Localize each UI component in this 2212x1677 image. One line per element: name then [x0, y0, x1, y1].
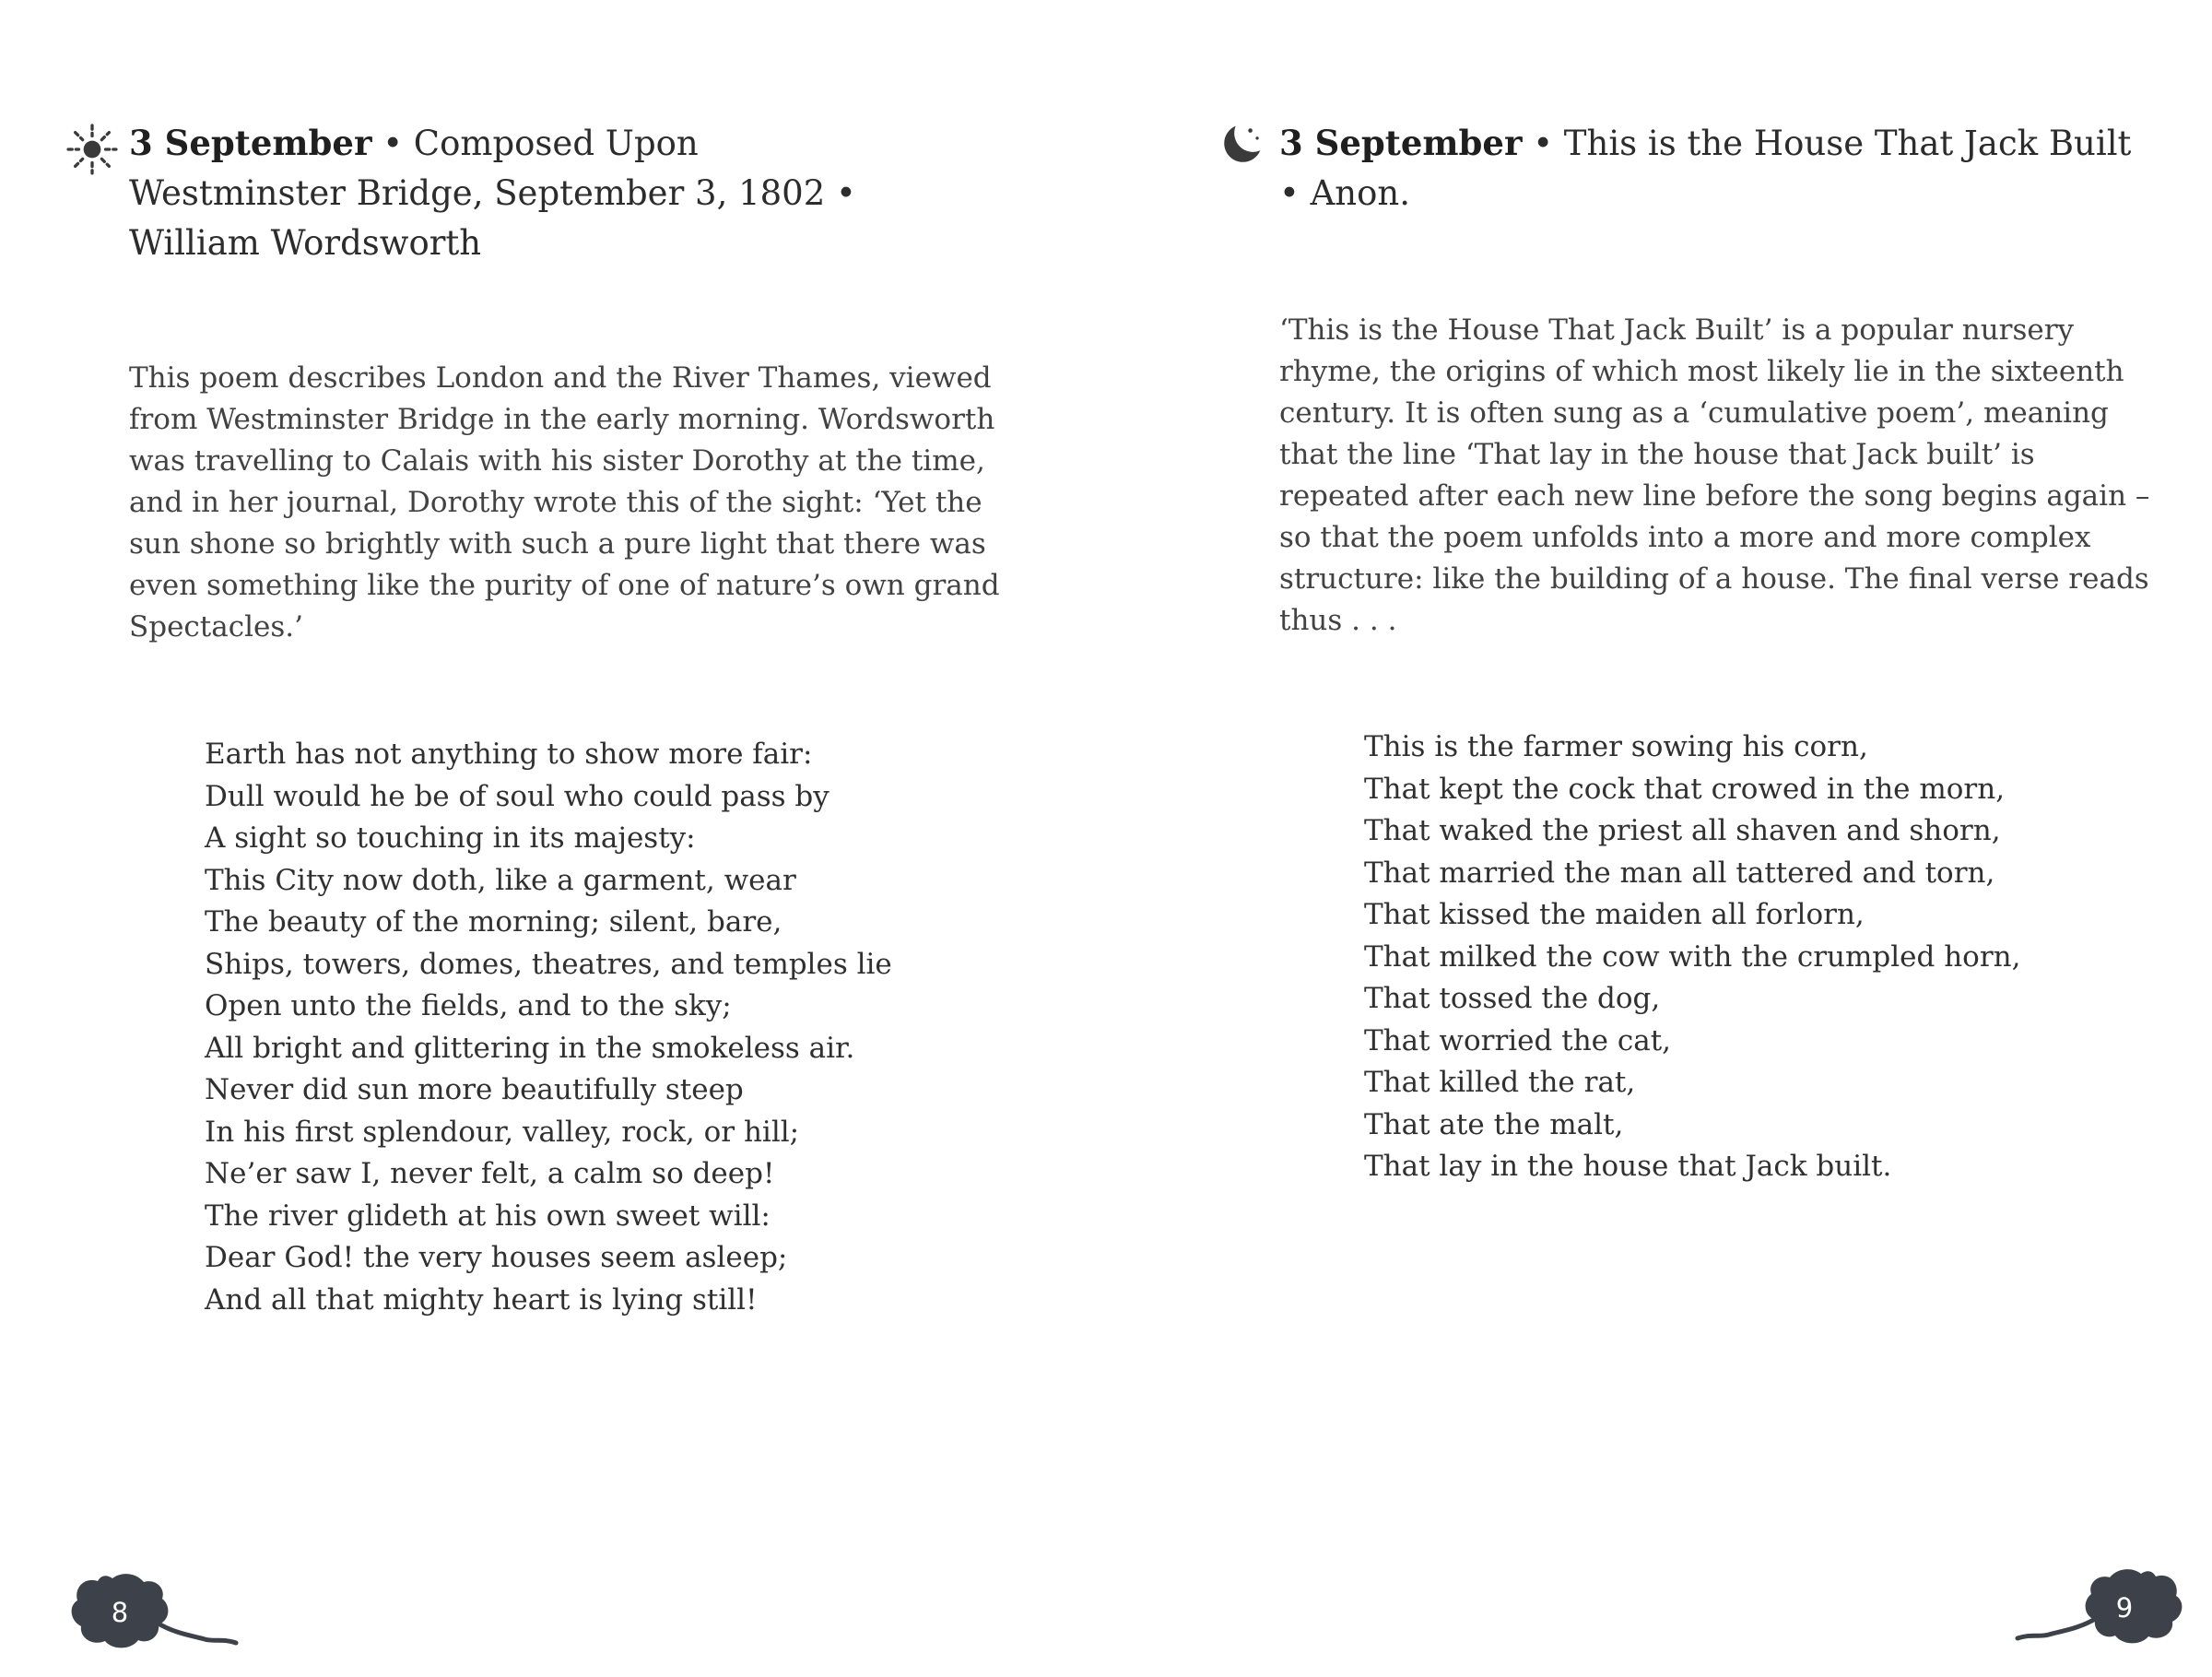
poem-line: Dear God! the very houses seem asleep;: [205, 1241, 788, 1274]
moon-icon: [1218, 122, 1270, 173]
poem-line: That milked the cow with the crumpled horn,: [1364, 939, 2021, 974]
poem-line: And all that mighty heart is lying still!: [205, 1282, 758, 1317]
poem-line: Ne’er saw I, never felt, a calm so deep!: [205, 1157, 775, 1190]
entry-author: William Wordsworth: [129, 223, 482, 263]
poem-line: This is the farmer sowing his corn,: [1364, 730, 1868, 763]
entry-author: • Anon.: [1279, 173, 1411, 213]
poem-line: A sight so touching in its majesty:: [205, 821, 696, 855]
entry-title: • This is the House That Jack Built: [1533, 124, 2132, 163]
poem-right: [1364, 726, 2021, 1188]
intro-paragraph-left: This poem describes London and the River Thames, viewed from Westminster Bridge in the early morning. Wordsworth was travelling to Calais with his sister Dorothy at the time, and in her journal, Dorothy wrote this of the sight: ‘Yet the sun shone so brightly with such a pure light that there was even something like the purity of one of nature’s own grand Spectacles.’: [129, 361, 1000, 644]
page-number: 9: [2115, 1592, 2134, 1624]
poem-line: Ships, towers, domes, theatres, and temples lie: [205, 947, 892, 981]
sun-icon: [66, 124, 118, 175]
entry-heading-right: [1279, 118, 2164, 218]
poem-line: The beauty of the morning; silent, bare,: [205, 905, 782, 939]
poem-line: That tossed the dog,: [1364, 982, 1661, 1015]
entry-date: 3 September: [129, 123, 372, 163]
entry-title: • Composed Upon Westminster Bridge, September 3, 1802 •: [129, 124, 856, 213]
poem-line: The river glideth at his own sweet will:: [205, 1199, 771, 1233]
poem-line: Open unto the fields, and to the sky;: [205, 989, 732, 1022]
poem-line: That killed the rat,: [1364, 1066, 1636, 1099]
entry-date: 3 September: [1279, 123, 1523, 163]
poem-line: Dull would he be of soul who could pass by: [205, 779, 830, 813]
poem-line: This City now doth, like a garment, wear: [205, 863, 796, 897]
poem-line: In his first splendour, valley, rock, or hill;: [205, 1115, 800, 1149]
poem-line: All bright and glittering in the smokeless air.: [205, 1031, 855, 1065]
poem-line: That kissed the maiden all forlorn,: [1364, 898, 1865, 931]
poem-line: Never did sun more beautifully steep: [205, 1073, 744, 1106]
poem-line: That married the man all tattered and torn,: [1364, 856, 1995, 890]
page-number-leaf-right: [2005, 1563, 2189, 1655]
page-number-leaf-left: [65, 1567, 249, 1659]
intro-paragraph-right: ‘This is the House That Jack Built’ is a popular nursery rhyme, the origins of which most likely lie in the sixteenth century. It is often sung as a ‘cumulative poem’, meaning that the line ‘That lay in the house that Jack built’ is repeated after each new line before the song begins again – so that the poem unfolds into a more and more complex structure: like the building of a house. The final verse reads thus . . .: [1279, 313, 2150, 637]
poem-line: Earth has not anything to show more fair:: [205, 738, 813, 771]
page-number: 8: [111, 1597, 129, 1628]
poem-left: [205, 734, 892, 1321]
poem-line: That waked the priest all shaven and shorn,: [1364, 814, 2001, 847]
leaf-stem: [157, 1623, 236, 1643]
poem-line: That worried the cat,: [1364, 1023, 1672, 1057]
entry-heading-left: [129, 118, 903, 268]
poem-line: That kept the cock that crowed in the morn,: [1364, 772, 2006, 806]
poem-line: That ate the malt,: [1364, 1107, 1624, 1141]
poem-line: That lay in the house that Jack built.: [1364, 1150, 1892, 1183]
